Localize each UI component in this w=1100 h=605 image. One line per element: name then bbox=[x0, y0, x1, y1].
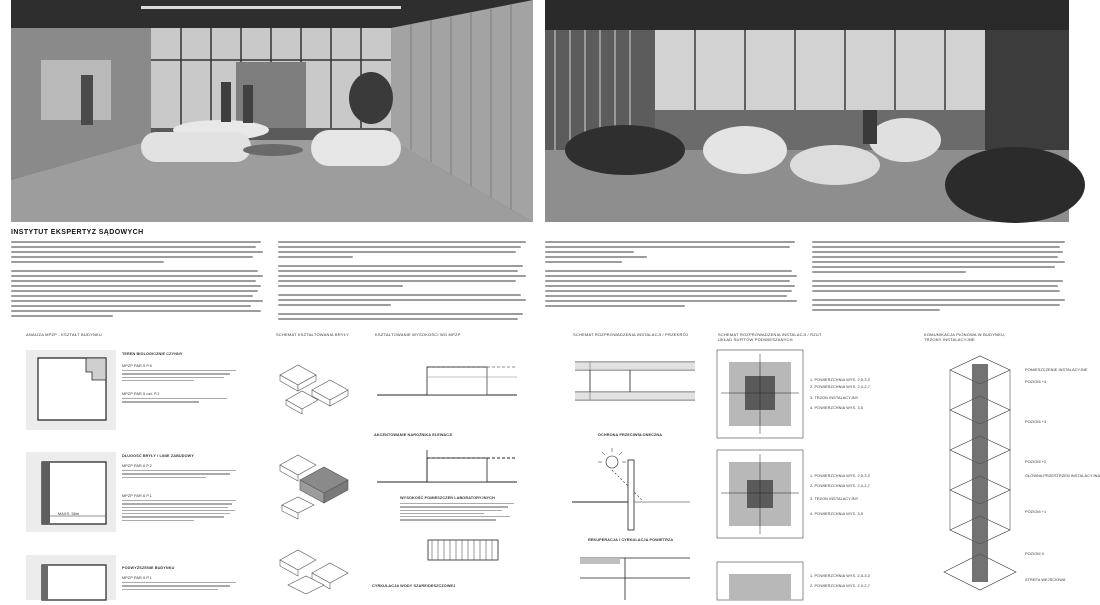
f1b: 2. POWIERZCHNIA WYS. 2,0-2,7 bbox=[810, 385, 870, 389]
f2a: 1. POWIERZCHNIA WYS. 2,5-3,0 bbox=[810, 474, 870, 478]
mpzp-plan-1 bbox=[26, 350, 116, 435]
label-rekuperacja: REKUPERACJA I CYRKULACJA POWIETRZA bbox=[588, 538, 674, 542]
label-ochrona: OCHRONA PRZECIWSŁONECZNA bbox=[598, 433, 663, 437]
label-wysokosc-lab: WYSOKOŚĆ POMIESZCZEŃ LABORATORYJNYCH bbox=[400, 496, 495, 500]
installation-section-3 bbox=[575, 548, 695, 605]
plan-installation-2 bbox=[715, 448, 805, 545]
f2d: 4. POWIERZCHNIA WYS. 3,5 bbox=[810, 512, 864, 516]
mpzp-plan-3 bbox=[26, 555, 116, 605]
section-title-wysokosc: KSZTAŁTOWANIE WYSOKOŚCI WG MPZP bbox=[375, 332, 461, 337]
notes-mpzp-3 bbox=[122, 470, 242, 480]
f3a: 1. POWIERZCHNIA WYS. 2,5-3,0 bbox=[810, 574, 870, 578]
label-glowna-przestrzen: GŁÓWNA PRZESTRZEŃ INSTALACYJNA bbox=[1025, 474, 1100, 478]
lobby-render bbox=[11, 0, 533, 222]
section-title-mpzp: ANALIZA MPZP - KSZTAŁT BUDYNKU bbox=[26, 332, 103, 337]
plan-installation-3 bbox=[715, 560, 805, 605]
label-poziom-4: POZIOM +4 bbox=[1025, 380, 1047, 384]
f3b: 2. POWIERZCHNIA WYS. 2,0-2,7 bbox=[810, 584, 870, 588]
description-column-3 bbox=[545, 241, 800, 329]
notes-mpzp-4 bbox=[122, 500, 242, 523]
label-akcent: AKCENTOWANIE NAROŻNIKA ELEWACJI bbox=[374, 433, 453, 437]
label-podwyzszenie: PODWYŻSZENIE BUDYNKU bbox=[122, 566, 175, 570]
section-title-sufity: UKŁAD SUFITÓW PODWIESZANYCH bbox=[718, 337, 793, 342]
notes-wysokosc bbox=[400, 503, 520, 523]
notes-mpzp-5 bbox=[122, 582, 242, 592]
label-strefa-wejsciowa: STREFA WEJŚCIOWA bbox=[1025, 578, 1066, 582]
label-teren: TEREN BIOLOGICZNIE CZYNNY bbox=[122, 352, 183, 356]
label-pomieszczenie-instalacyjne: POMIESZCZENIE INSTALACYJNE bbox=[1025, 368, 1088, 372]
height-section-1 bbox=[372, 355, 522, 415]
f1c: 3. TRZON INSTALACYJNY bbox=[810, 396, 859, 400]
label-dlugosc: DŁUGOŚĆ BRYŁY / LINIE ZABUDOWY bbox=[122, 454, 194, 458]
label-mpzp-2: MPZP PAR.5 ust. P.2 bbox=[122, 392, 160, 396]
label-poziom-1: POZIOM +1 bbox=[1025, 510, 1047, 514]
installation-section-2 bbox=[572, 442, 692, 537]
label-cyrkulacja-wody: CYRKULACJA WODY SZARE/DESZCZOWEJ bbox=[372, 584, 456, 588]
description-column-1 bbox=[11, 241, 266, 329]
label-mpzp-3: MPZP PAR.6 P.2 bbox=[122, 464, 152, 468]
installation-section-1 bbox=[570, 352, 700, 427]
vertical-core-axonometric bbox=[940, 350, 1020, 605]
label-poziom-3: POZIOM +3 bbox=[1025, 420, 1047, 424]
label-poziom-0: POZIOM 0 bbox=[1025, 552, 1044, 556]
label-maxs: MAXS. 58m bbox=[58, 512, 80, 516]
notes-mpzp-1 bbox=[122, 370, 242, 383]
description-column-2 bbox=[278, 241, 528, 329]
plan-installation-1 bbox=[715, 348, 805, 445]
section-title-instalacje-przekroj: SCHEMAT ROZPROWADZENIA INSTALACJI / PRZEKRÓJ bbox=[573, 332, 689, 337]
description-column-4 bbox=[812, 241, 1068, 329]
f2b: 2. POWIERZCHNIA WYS. 2,0-2,7 bbox=[810, 484, 870, 488]
mpzp-plan-2 bbox=[26, 452, 116, 537]
f2c: 3. TRZON INSTALACYJNY bbox=[810, 497, 859, 501]
label-mpzp-5: MPZP PAR.9 P.1 bbox=[122, 576, 152, 580]
page-title: INSTYTUT EKSPERTYZ SĄDOWYCH bbox=[11, 229, 144, 236]
height-section-2 bbox=[372, 440, 522, 495]
massing-diagrams bbox=[272, 345, 354, 605]
notes-mpzp-2 bbox=[122, 398, 232, 405]
section-title-bryla: SCHEMAT KSZTAŁTOWANIA BRYŁY bbox=[276, 332, 349, 337]
height-section-3 bbox=[400, 538, 520, 569]
section-title-komunikacja: KOMUNIKACJA PIONOWA W BUDYNKU, bbox=[924, 332, 1006, 337]
section-title-trzony: TRZONY INSTALACYJNE bbox=[924, 337, 975, 342]
lounge-render bbox=[545, 0, 1069, 222]
label-poziom-2: POZIOM +2 bbox=[1025, 460, 1047, 464]
section-title-instalacje-rzut: SCHEMAT ROZPROWADZENIA INSTALACJI / RZUT bbox=[718, 332, 822, 337]
label-mpzp-4: MPZP PAR.6 P.1 bbox=[122, 494, 152, 498]
f1d: 4. POWIERZCHNIA WYS. 3,5 bbox=[810, 406, 864, 410]
label-mpzp-1: MPZP PAR.5 P.6 bbox=[122, 364, 152, 368]
f1a: 1. POWIERZCHNIA WYS. 2,5-3,0 bbox=[810, 378, 870, 382]
